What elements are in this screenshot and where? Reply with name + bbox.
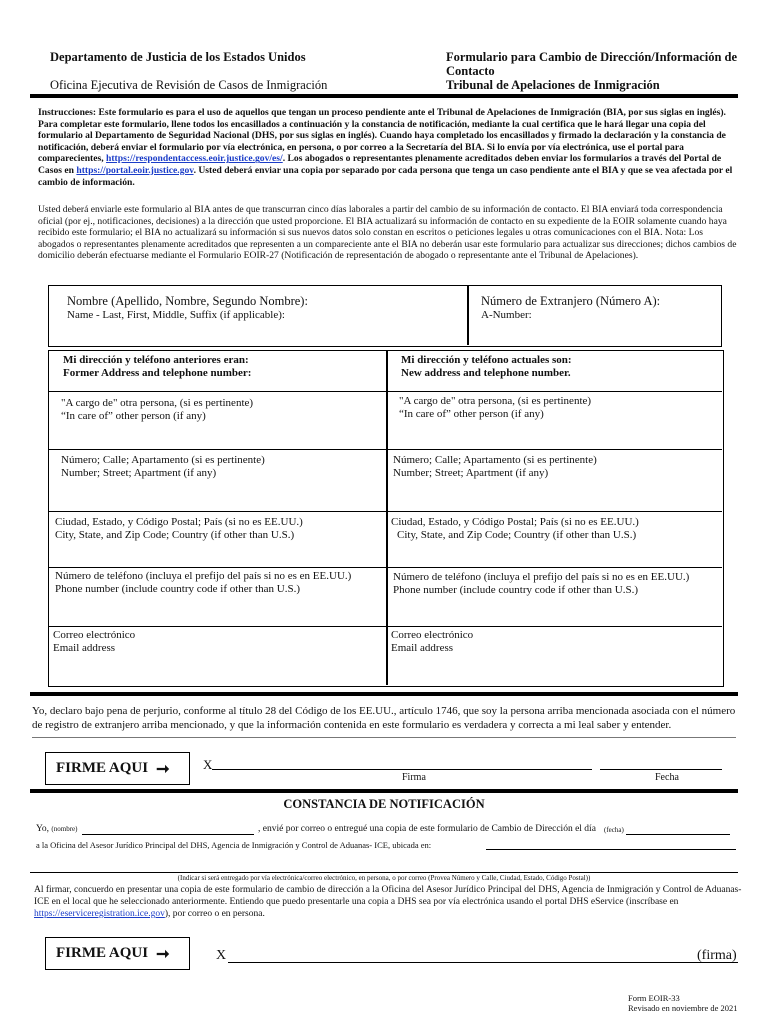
row-line [49,449,722,450]
new-header-en: New address and telephone number. [401,367,571,379]
email-label-en: Email address [391,642,454,654]
consent-text [34,884,746,920]
office-text: a la Oficina del Asesor Jurídico Principal del DHS, Agencia de Inmigración y Control de Aduanas- ICE, ubicada en: [36,840,432,850]
city-label-es: Ciudad, Estado, y Código Postal; País (si no es EE.UU.) [55,516,303,528]
phone-label-es: Número de teléfono (incluya el prefijo del país si no es en EE.UU.) [55,570,352,582]
info-paragraph: Usted deberá enviarle este formulario al BIA antes de que transcurran cinco días laborales a partir del cambio de su información de contacto. El BIA enviará toda correspondencia oficial (por ej., notificaciones, decisiones) a la dirección que usted proporcione. El BIA actualizará su información de contacto en su expediente de la EOIR solamente cuando haya recibido este formulario; el BIA no actualizará su información si sus nuevos datos solo constan en escritos o peticiones legales u otras comunicaciones con el BIA. Nota: Los abogados o representantes plenamente acreditados que representen a un compareciente ante el BIA no deberán usar este formulario para actualizar sus direcciones; dichos cambios de domicilio deberán efectuarse mediante el Formulario EOIR-27 (Notificación de representación de abogado o representante ante el Tribunal de Apelaciones). [38,204,737,262]
new-city-field[interactable] [391,516,719,566]
email-label-es: Correo electrónico [391,629,474,641]
date-line[interactable] [600,769,722,770]
location-input-line[interactable] [486,849,736,850]
phone-label-en: Phone number (include country code if other than U.S.) [393,584,638,596]
sign-x-mark: X [203,757,213,772]
form-title: Formulario para Cambio de Dirección/Información de Contacto [446,50,738,78]
row-line [49,391,722,392]
sign-here-label-2: FIRME AQUI [56,945,149,961]
date-input-line[interactable] [626,834,730,835]
table-bottom-divider [30,692,738,696]
old-header-en: Former Address and telephone number: [63,367,252,379]
old-email-field[interactable] [53,629,383,683]
location-input-line-2[interactable] [30,872,738,873]
header-divider [30,94,738,98]
city-label-en: City, State, and Zip Code; Country (if other than U.S.) [55,529,295,541]
city-label-es: Ciudad, Estado, y Código Postal; País (si no es EE.UU.) [391,516,639,528]
sent-text: , envié por correo o entregué una copia de este formulario de Cambio de Dirección el día [258,824,596,834]
email-label-en: Email address [53,642,116,654]
consent-text-1: Al firmar, concuerdo en presentar una copia de este formulario de cambio de dirección a la Oficina del Asesor Jurídico Principal del DHS, Agencia de Inmigración y Control de Aduanas-ICE en el local que he seleccionado anteriormente. Entiendo que puedo presentarle una copia a DHS sea por vía electrónica usando el portal DHS eService (inscríbase en [34,885,742,907]
nombre-label: (nombre) [51,825,78,833]
name-label-en: Name - Last, First, Middle, Suffix (if applicable): [67,309,285,321]
new-header-es: Mi dirección y teléfono actuales son: [401,354,572,366]
yo-label: Yo, [36,824,50,834]
instructions-text-2: . Los abogados o representantes plenamente acreditados deben enviar los formularios a través del Portal de Casos en [38,153,722,176]
case-portal-link[interactable]: https://portal.eoir.justice.gov [76,164,194,176]
name-field[interactable] [67,294,477,322]
sign-here-label: FIRME AQUI [56,760,149,776]
name-box-divider [467,286,469,345]
sign-divider [30,789,738,793]
name-input-line[interactable] [82,834,254,835]
care-label-en: “In care of” other person (if any) [399,408,544,420]
row-line [49,511,722,512]
street-label-en: Number; Street; Apartment (if any) [61,467,217,479]
instructions-text-3: . Usted deberá enviar una copia por separado por cada persona que tenga un caso pendiente ante el BIA y que se vea afectada por el cambio de información. [38,164,733,188]
signature-label: Firma [402,772,426,783]
street-label-es: Número; Calle; Apartamento (si es pertinente) [61,454,265,466]
firma-label-2: (firma) [697,948,737,963]
old-care-of-field[interactable] [61,397,383,447]
declaration-text: Yo, declaro bajo pena de perjurio, conforme al título 28 del Código de los EE.UU., artículo 1746, que soy la persona arriba mencionada asociada con el número de registro de extranjero arriba mencionado, y que la información contenida en este formulario es verdadera y correcta a mi leal saber y entender. [32,705,736,731]
signature-line-2[interactable] [228,962,738,963]
old-city-field[interactable] [55,516,383,566]
eservice-link[interactable]: https://eserviceregistration.ice.gov [34,909,165,919]
street-label-es: Número; Calle; Apartamento (si es pertinente) [393,454,597,466]
a-number-field[interactable] [481,294,711,322]
a-number-label-en: A-Number: [481,309,532,321]
phone-label-es: Número de teléfono (incluya el prefijo del país si no es en EE.UU.) [393,571,690,583]
notification-title: CONSTANCIA DE NOTIFICACIÓN [283,797,485,811]
arrow-right-icon: ➞ [156,945,170,963]
footer [628,993,738,1013]
new-street-field[interactable] [393,454,719,509]
instructions [38,107,738,188]
sign-here-button[interactable] [45,752,190,785]
old-address-header [63,354,383,380]
street-label-en: Number; Street; Apartment (if any) [393,467,549,479]
date-label: Fecha [655,772,679,783]
instructions-text-1: Instrucciones: Este formulario es para el uso de aquellos que tengan un proceso pendiente ante el Tribunal de Apelaciones de Inmigración (BIA, por sus siglas en inglés). Para completar este formulario, llene todos los encasillados a continuación y la constancia de notificación, mediante la cual certifica que le hará llegar una copia del formulario al Departamento de Seguridad Nacional (DHS, por sus siglas en inglés). Cuando haya completado los encasillados y firmado la declaración y la constancia de notificación, deberá enviar el formulario por vía electrónica, en persona, o por correo a la Secretaría del BIA. Si lo envía por vía electrónica, use el portal para comparecientes, [38,107,726,165]
city-label-en: City, State, and Zip Code; Country (if other than U.S.) [397,529,637,541]
respondent-portal-link[interactable]: https://respondentaccess.eoir.justice.gov/es/ [106,153,283,165]
care-label-es: "A cargo de" otra persona, (si es pertinente) [399,395,592,407]
sign-here-button-2[interactable] [45,937,190,970]
new-care-of-field[interactable] [399,395,719,445]
old-phone-field[interactable] [55,570,383,624]
table-divider [386,351,388,685]
signature-line[interactable] [212,769,592,770]
new-address-header [401,354,719,380]
name-box [48,285,722,347]
old-header-es: Mi dirección y teléfono anteriores eran: [63,354,249,366]
old-street-field[interactable] [61,454,383,509]
consent-text-2: ), por correo o en persona. [164,909,265,919]
address-table [48,350,724,687]
department-name: Departamento de Justicia de los Estados Unidos [50,50,306,64]
sign-x-mark-2: X [216,948,227,963]
indicate-text: (Indicar si será entregado por vía electrónica/correo electrónico, en persona, o por correo (Provea Número y Calle, Ciudad, Estado, Código Postal)) [177,874,591,882]
name-label-es: Nombre (Apellido, Nombre, Segundo Nombre): [67,294,308,308]
form-number: Form EOIR-33 [628,993,680,1003]
new-phone-field[interactable] [393,571,721,625]
row-line [49,567,722,568]
tribunal-name: Tribunal de Apelaciones de Inmigración [446,78,660,92]
row-line [49,626,722,627]
care-label-en: “In care of” other person (if any) [61,410,206,422]
new-email-field[interactable] [391,629,721,683]
a-number-label-es: Número de Extranjero (Número A): [481,294,661,308]
fecha-label: (fecha) [604,826,624,834]
care-label-es: "A cargo de" otra persona, (si es pertinente) [61,397,254,409]
header-left [50,50,410,93]
office-name: Oficina Ejecutiva de Revisión de Casos de Inmigración [50,78,328,92]
header-right [446,50,746,92]
declaration-divider [32,737,736,738]
email-label-es: Correo electrónico [53,629,136,641]
arrow-right-icon: ➞ [156,760,170,778]
phone-label-en: Phone number (include country code if other than U.S.) [55,583,300,595]
revision-date: Revisado en noviembre de 2021 [628,1003,738,1013]
